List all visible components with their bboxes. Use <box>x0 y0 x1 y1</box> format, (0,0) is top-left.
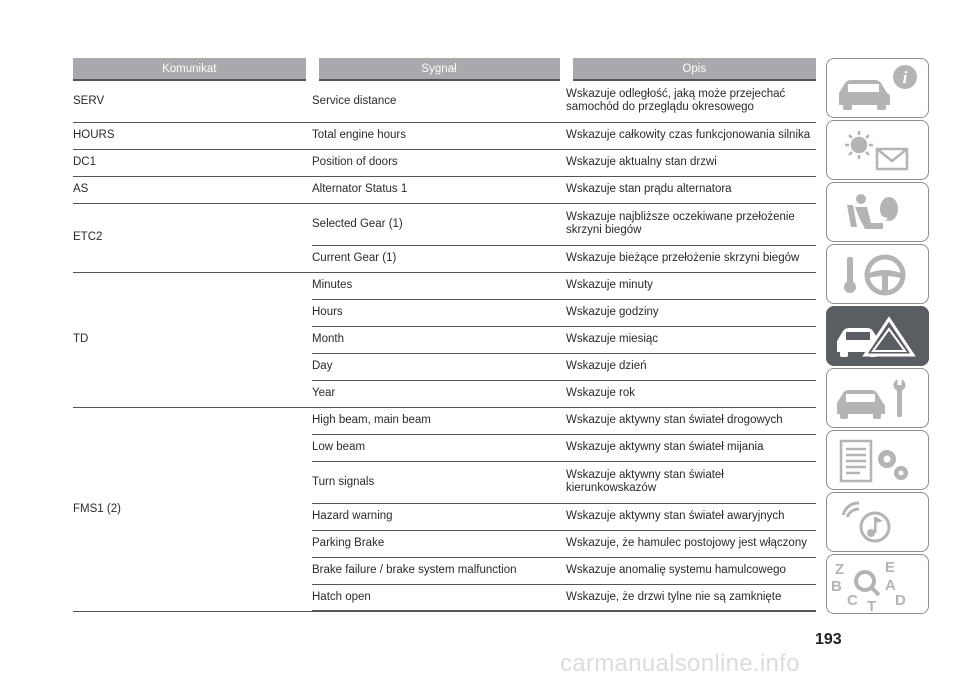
row-signal: High beam, main beam <box>312 407 566 434</box>
row-signal: Turn signals <box>312 461 566 503</box>
multimedia-music-icon <box>827 493 930 553</box>
tab-safety[interactable] <box>826 182 929 242</box>
tab-index[interactable] <box>826 554 929 614</box>
row-description: Wskazuje stan prądu alternatora <box>566 176 816 203</box>
table-row <box>73 203 816 245</box>
row-code: ETC2 <box>73 203 312 272</box>
table-row <box>73 272 816 299</box>
row-description: Wskazuje anomalię systemu hamulcowego <box>566 557 816 584</box>
row-signal: Hours <box>312 299 566 326</box>
tab-emergency[interactable] <box>826 306 929 366</box>
row-description: Wskazuje miesiąc <box>566 326 816 353</box>
index-letter: T <box>867 598 877 615</box>
row-signal: Current Gear (1) <box>312 245 566 272</box>
index-letter: B <box>831 578 842 595</box>
spec-sheet-gears-icon <box>827 431 930 491</box>
header-sygnal: Sygnał <box>312 58 566 80</box>
row-description: Wskazuje dzień <box>566 353 816 380</box>
row-description: Wskazuje całkowity czas funkcjonowania silnika <box>566 122 816 149</box>
index-letter: C <box>847 592 858 609</box>
row-signal: Low beam <box>312 434 566 461</box>
row-code: FMS1 (2) <box>73 407 312 611</box>
index-letter: A <box>885 577 896 594</box>
row-description: Wskazuje aktywny stan świateł kierunkowskazów <box>566 461 816 503</box>
row-signal: Selected Gear (1) <box>312 203 566 245</box>
row-signal: Hazard warning <box>312 503 566 530</box>
row-signal: Day <box>312 353 566 380</box>
row-description: Wskazuje rok <box>566 380 816 407</box>
row-description: Wskazuje, że drzwi tylne nie są zamknięte <box>566 584 816 611</box>
table-row <box>73 176 816 203</box>
index-letter: Z <box>835 561 845 578</box>
row-signal: Service distance <box>312 80 566 122</box>
svg-text:i: i <box>902 68 908 87</box>
row-signal: Position of doors <box>312 149 566 176</box>
tab-maintenance[interactable] <box>826 368 929 428</box>
row-description: Wskazuje minuty <box>566 272 816 299</box>
car-wrench-icon <box>827 369 930 429</box>
index-letter: E <box>885 559 896 576</box>
row-description: Wskazuje najbliższe oczekiwane przełożenie skrzyni biegów <box>566 203 816 245</box>
page-number: 193 <box>815 631 842 648</box>
car-hazard-icon <box>827 307 930 367</box>
header-opis: Opis <box>566 58 816 80</box>
row-signal: Minutes <box>312 272 566 299</box>
tab-car-info[interactable] <box>826 58 929 118</box>
row-code: DC1 <box>73 149 312 176</box>
steering-wheel-key-icon <box>827 245 930 305</box>
table-row <box>73 122 816 149</box>
car-info-icon <box>827 59 930 119</box>
row-description: Wskazuje, że hamulec postojowy jest włączony <box>566 530 816 557</box>
row-description: Wskazuje godziny <box>566 299 816 326</box>
row-signal: Total engine hours <box>312 122 566 149</box>
message-table <box>73 58 816 612</box>
row-description: Wskazuje bieżące przełożenie skrzyni biegów <box>566 245 816 272</box>
row-description: Wskazuje odległość, jaką może przejechać samochód do przeglądu okresowego <box>566 80 816 122</box>
tab-warning-lights[interactable] <box>826 120 929 180</box>
row-signal: Brake failure / brake system malfunction <box>312 557 566 584</box>
row-description: Wskazuje aktywny stan świateł mijania <box>566 434 816 461</box>
table-row <box>73 407 816 434</box>
tab-multimedia[interactable] <box>826 492 929 552</box>
header-komunikat: Komunikat <box>73 58 312 80</box>
watermark: carmanualsonline.info <box>560 650 800 677</box>
warning-lights-message-icon <box>827 121 930 181</box>
row-code: AS <box>73 176 312 203</box>
airbag-seat-icon <box>827 183 930 243</box>
tab-technical-data[interactable] <box>826 430 929 490</box>
row-code: SERV <box>73 80 312 122</box>
row-description: Wskazuje aktywny stan świateł drogowych <box>566 407 816 434</box>
row-code: HOURS <box>73 122 312 149</box>
table-header <box>73 58 816 80</box>
row-signal: Month <box>312 326 566 353</box>
row-signal: Parking Brake <box>312 530 566 557</box>
index-letter: D <box>895 592 906 609</box>
row-code: TD <box>73 272 312 407</box>
row-description: Wskazuje aktywny stan świateł awaryjnych <box>566 503 816 530</box>
table-row <box>73 80 816 122</box>
row-description: Wskazuje aktualny stan drzwi <box>566 149 816 176</box>
tab-starting-driving[interactable] <box>826 244 929 304</box>
row-signal: Year <box>312 380 566 407</box>
alphabetical-index-search-icon <box>827 555 930 615</box>
row-signal: Hatch open <box>312 584 566 611</box>
row-signal: Alternator Status 1 <box>312 176 566 203</box>
table-row <box>73 149 816 176</box>
